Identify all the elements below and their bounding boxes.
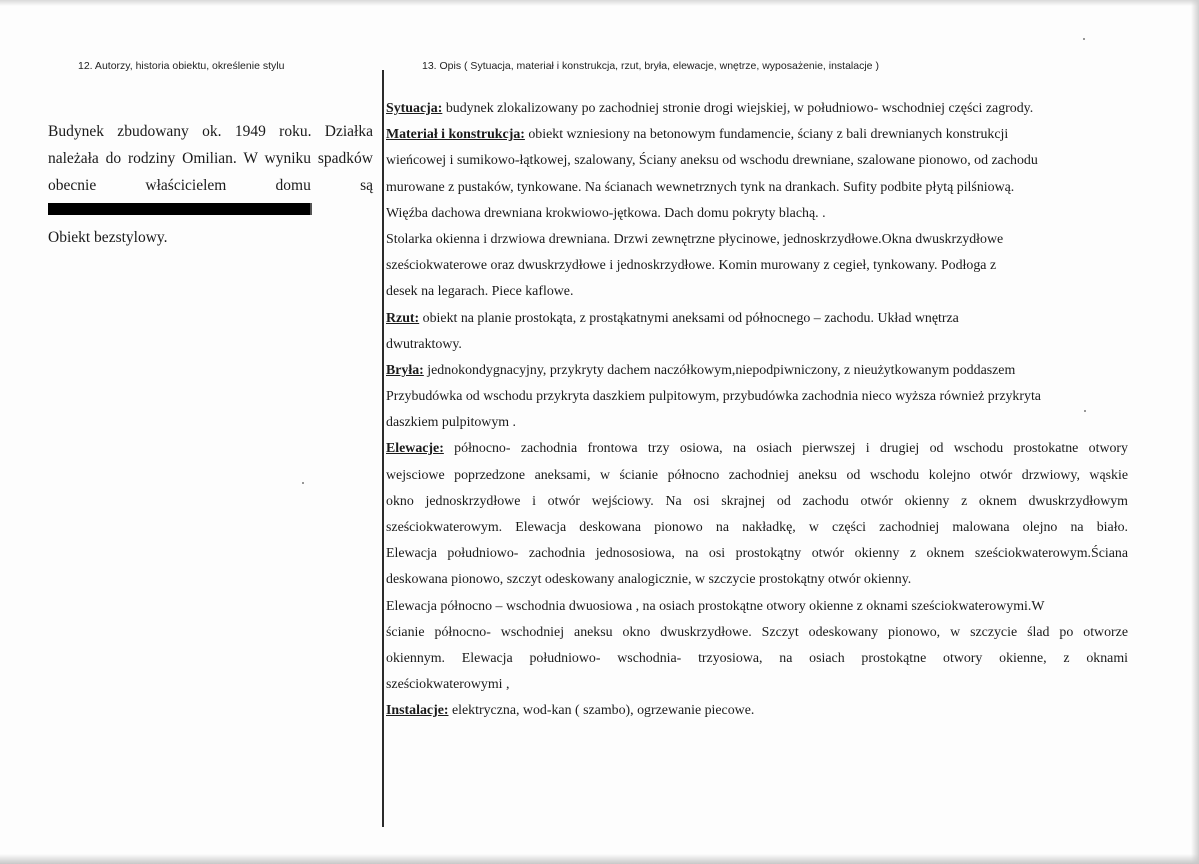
- desc-line: okiennym. Elewacja południowo- wschodnia- trzyosiowa, na osiach prostokątne otwory okienne, z oknami: [386, 650, 1128, 666]
- column-divider: [382, 70, 384, 827]
- section-12-heading: 12. Autorzy, historia obiektu, określenie stylu: [78, 60, 285, 72]
- text-instalacje: elektryczna, wod-kan ( szambo), ogrzewanie piecowe.: [448, 703, 755, 719]
- style-paragraph: Obiekt bezstylowy.: [48, 229, 168, 246]
- redaction-mark: [310, 203, 312, 215]
- desc-line: Więźba dachowa drewniana krokwiowo-jętkowa. Dach domu pokryty blachą. .: [386, 205, 826, 221]
- desc-line: dwutraktowy.: [386, 336, 462, 352]
- desc-line: murowane z pustaków, tynkowane. Na ścianach wewnetrznych tynk na drankach. Sufity podbite płytą pilśniową.: [386, 179, 1015, 195]
- scan-speck: [302, 482, 304, 484]
- desc-line: [386, 96, 1128, 122]
- scan-right-edge: [1191, 0, 1199, 864]
- text-elewacje: północno- zachodnia frontowa trzy osiowa, na osiach pierwszej i drugiej od wschodu prostokatne otwory: [443, 441, 1128, 457]
- desc-line: [386, 306, 1128, 332]
- scan-top-shadow: [0, 0, 1199, 6]
- scan-speck: [1084, 410, 1086, 412]
- desc-line: wieńcowej i sumikowo-łątkowej, szalowany, Ściany aneksu od wschodu drewniane, szalowane pionowo, od zachodu: [386, 153, 1038, 169]
- label-instalacje: Instalacje:: [386, 703, 449, 719]
- desc-line: Elewacja północno – wschodnia dwuosiowa , na osiach prostokątne otwory okienne z oknami sześciokwaterowymi.W: [386, 598, 1045, 614]
- scan-bottom-edge: [0, 854, 1199, 864]
- desc-line: [386, 698, 1128, 724]
- description-column: [386, 96, 1128, 725]
- label-elewacje: Elewacje:: [386, 441, 444, 457]
- desc-line: Elewacja południowo- zachodnia jednososiowa, na osi prostokątny otwór okienny z oknem sześciokwaterowym.Ściana: [386, 546, 1128, 562]
- desc-line: sześciokwaterowe oraz dwuskrzydłowe i jednoskrzydłowe. Komin murowany z cegieł, tynkowany. Podłoga z: [386, 258, 997, 274]
- desc-line: [386, 358, 1128, 384]
- scan-speck: [1083, 38, 1085, 40]
- label-material: Materiał i konstrukcja:: [386, 127, 525, 143]
- text-sytuacja: budynek zlokalizowany po zachodniej stronie drogi wiejskiej, w południowo- wschodniej części zagrody.: [442, 101, 1034, 116]
- desc-line: Stolarka okienna i drzwiowa drewniana. Drzwi zewnętrzne płycinowe, jednoskrzydłowe.Okna dwuskrzydłowe: [386, 231, 1004, 247]
- desc-line: sześciokwaterowym. Elewacja deskowana pionowo na nakładkę, w części zachodniej malowana olejno na biało.: [386, 520, 1128, 535]
- desc-line: wejsciowe poprzedzone aneksami, w ścianie północno zachodniej aneksu od wschodu kolejno otwór drzwiowy, wąskie: [386, 467, 1128, 483]
- section-13-heading: 13. Opis ( Sytuacja, materiał i konstrukcja, rzut, bryła, elewacje, wnętrze, wyposażenie, instalacje ): [422, 60, 879, 72]
- desc-line: deskowana pionowo, szczyt odeskowany analogicznie, w szczycie prostokątny otwór okienny.: [386, 572, 912, 588]
- history-paragraph: Budynek zbudowany ok. 1949 roku. Działka należała do rodziny Omilian. W wyniku spadków obecnie właścicielem domu są: [48, 123, 373, 194]
- history-column: [48, 118, 373, 248]
- label-rzut: Rzut:: [386, 310, 420, 326]
- desc-line: desek na legarach. Piece kaflowe.: [386, 284, 574, 300]
- text-material: obiekt wzniesiony na betonowym fundamencie, ściany z bali drewnianych konstrukcji: [524, 127, 1009, 143]
- text-bryla: jednokondygnacyjny, przykryty dachem naczółkowym,niepodpiwniczony, z nieużytkowanym poddaszem: [423, 362, 1016, 378]
- desc-line: Przybudówka od wschodu przykryta daszkiem pulpitowym, przybudówka zachodnia nieco wyższa również przykryta: [386, 389, 1041, 405]
- desc-line: sześciokwaterowymi ,: [386, 677, 510, 693]
- label-bryla: Bryła:: [386, 362, 424, 378]
- desc-line: ścianie północno- wschodniej aneksu okno dwuskrzydłowe. Szczyt odeskowany pionowo, w szczycie ślad po otworze: [386, 624, 1128, 640]
- desc-line: [386, 122, 1128, 148]
- redaction-bar: [48, 203, 310, 215]
- label-sytuacja: Sytuacja:: [386, 101, 443, 116]
- text-rzut: obiekt na planie prostokąta, z prostąkatnymi aneksami od północnego – zachodu. Układ wnętrza: [419, 310, 959, 326]
- desc-line: okno jednoskrzydłowe i otwór wejściowy. Na osi skrajnej od zachodu otwór okienny z oknem dwuskrzydłowym: [386, 493, 1128, 509]
- desc-line: daszkiem pulpitowym .: [386, 415, 517, 431]
- desc-line: [386, 436, 1128, 462]
